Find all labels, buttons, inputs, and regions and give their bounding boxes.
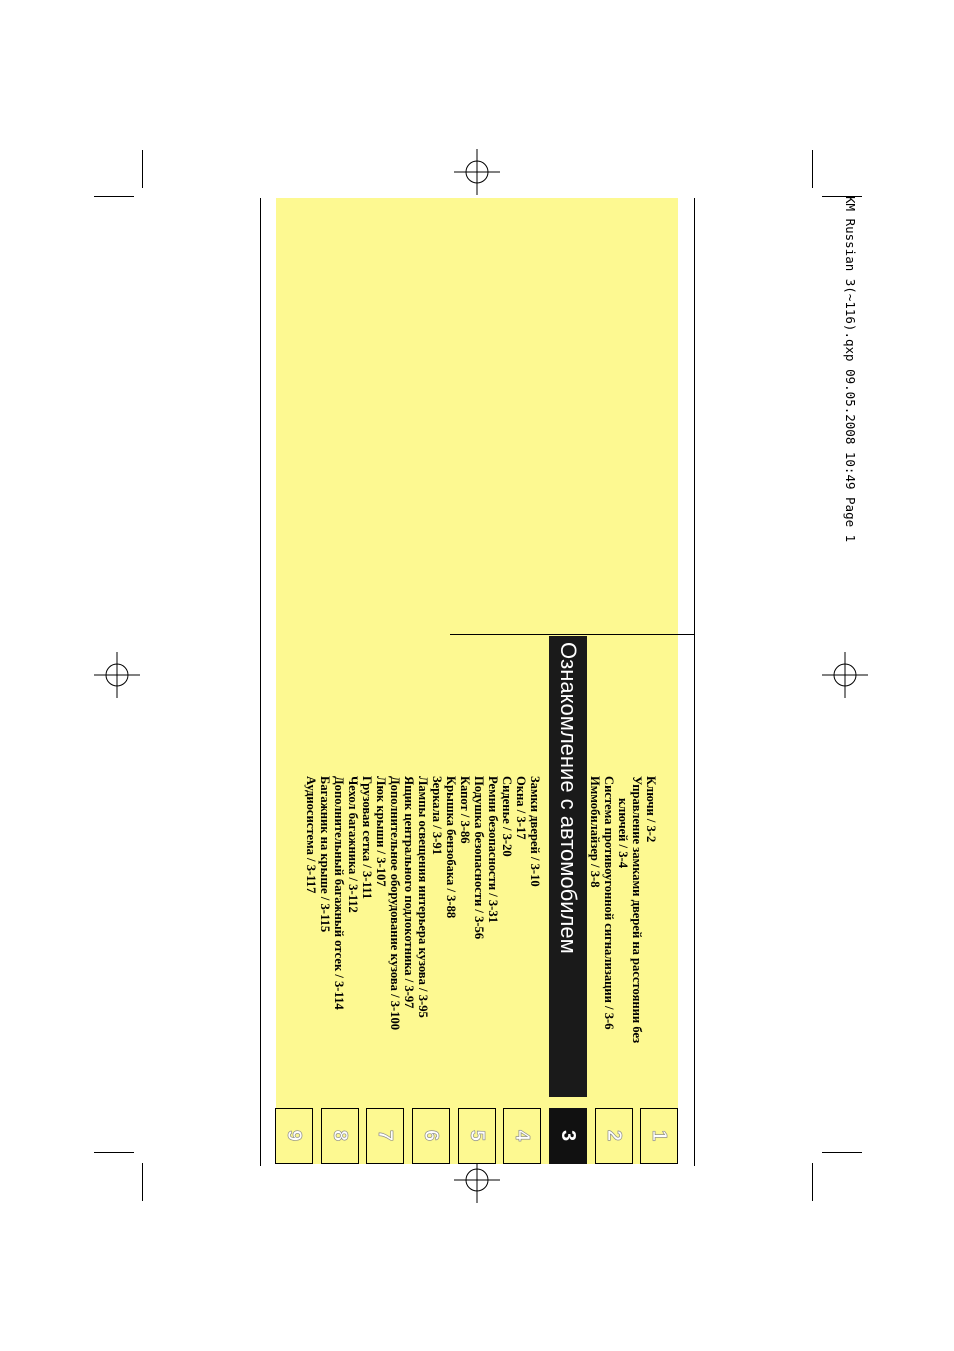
crop-mark: [142, 150, 143, 188]
toc-entry[interactable]: Дополнительный багажный отсек / 3-114: [332, 776, 346, 1010]
chapter-tab-2[interactable]: [595, 1108, 633, 1164]
toc-entry[interactable]: Иммобилайзер / 3-8: [588, 776, 602, 888]
chapter-tab-number: 5: [466, 1130, 488, 1142]
chapter-tab-7[interactable]: [366, 1108, 404, 1164]
chapter-tab-5[interactable]: [458, 1108, 496, 1164]
toc-entry[interactable]: Аудиосистема / 3-117: [304, 776, 318, 894]
toc-entry[interactable]: Капот / 3-86: [458, 776, 472, 844]
chapter-tab-number: 1: [648, 1130, 670, 1142]
crop-mark: [142, 1163, 143, 1201]
crop-mark: [812, 150, 813, 188]
print-slug: KM Russian 3(~116).qxp 09.05.2008 10:49 Page 1: [843, 196, 858, 543]
chapter-tab-9[interactable]: [275, 1108, 313, 1164]
page-rule-left: [260, 198, 261, 1166]
registration-mark-icon: [822, 652, 868, 698]
chapter-tab-number: 9: [283, 1130, 305, 1142]
toc-entry[interactable]: Багажник на крыше / 3-115: [318, 776, 332, 933]
toc-entry[interactable]: Подушка безопасности / 3-56: [472, 776, 486, 940]
divider-line: [450, 634, 694, 635]
toc-entry[interactable]: Люк крыши / 3-107: [374, 776, 388, 887]
registration-mark-icon: [454, 149, 500, 195]
toc-entry[interactable]: Замки дверей / 3-10: [528, 776, 542, 887]
chapter-tab-number: 8: [329, 1130, 351, 1142]
toc-entry[interactable]: Управление замками дверей на расстоянии без: [630, 776, 644, 1044]
toc-entry[interactable]: Сиденье / 3-20: [500, 776, 514, 857]
crop-mark: [94, 196, 134, 197]
toc-entry[interactable]: Зеркала / 3-91: [430, 776, 444, 855]
crop-mark: [94, 1152, 134, 1153]
toc-entry[interactable]: Окна / 3-17: [514, 776, 528, 840]
chapter-tab-number: 3: [557, 1130, 579, 1142]
toc-upper-list: [588, 776, 658, 1096]
toc-entry[interactable]: Лампы освещения интерьера кузова / 3-95: [416, 776, 430, 1018]
toc-entry[interactable]: Крышка бензобака / 3-88: [444, 776, 458, 919]
section-title: Ознакомление с автомобилем: [556, 642, 581, 954]
toc-entry[interactable]: Ремни безопасности / 3-31: [486, 776, 500, 923]
chapter-tab-number: 7: [374, 1130, 396, 1142]
toc-entry[interactable]: Грузовая сетка / 3-111: [360, 776, 374, 900]
registration-mark-icon: [94, 652, 140, 698]
chapter-tab-number: 4: [511, 1130, 533, 1142]
crop-mark: [822, 1152, 862, 1153]
chapter-tab-6[interactable]: [412, 1108, 450, 1164]
crop-mark: [812, 1163, 813, 1201]
toc-entry[interactable]: Ящик центрального подлокотника / 3-97: [402, 776, 416, 1009]
page-rule-right: [694, 198, 695, 1166]
chapter-tab-number: 2: [603, 1130, 625, 1142]
toc-entry[interactable]: Чехол багажника / 3-112: [346, 776, 360, 913]
toc-entry[interactable]: Ключи / 3-2: [644, 776, 658, 843]
toc-entry[interactable]: ключей / 3-4: [616, 798, 630, 868]
toc-lower-list: [280, 776, 542, 1096]
chapter-tab-4[interactable]: [503, 1108, 541, 1164]
section-title-bar: [549, 636, 587, 1097]
chapter-tab-number: 6: [420, 1130, 442, 1142]
toc-entry[interactable]: Система противоугонной сигнализации / 3-6: [602, 776, 616, 1030]
chapter-tab-8[interactable]: [321, 1108, 359, 1164]
toc-entry[interactable]: Дополнительное оборудование кузова / 3-100: [388, 776, 402, 1031]
chapter-tab-1[interactable]: [640, 1108, 678, 1164]
chapter-tab-3[interactable]: [549, 1108, 587, 1164]
